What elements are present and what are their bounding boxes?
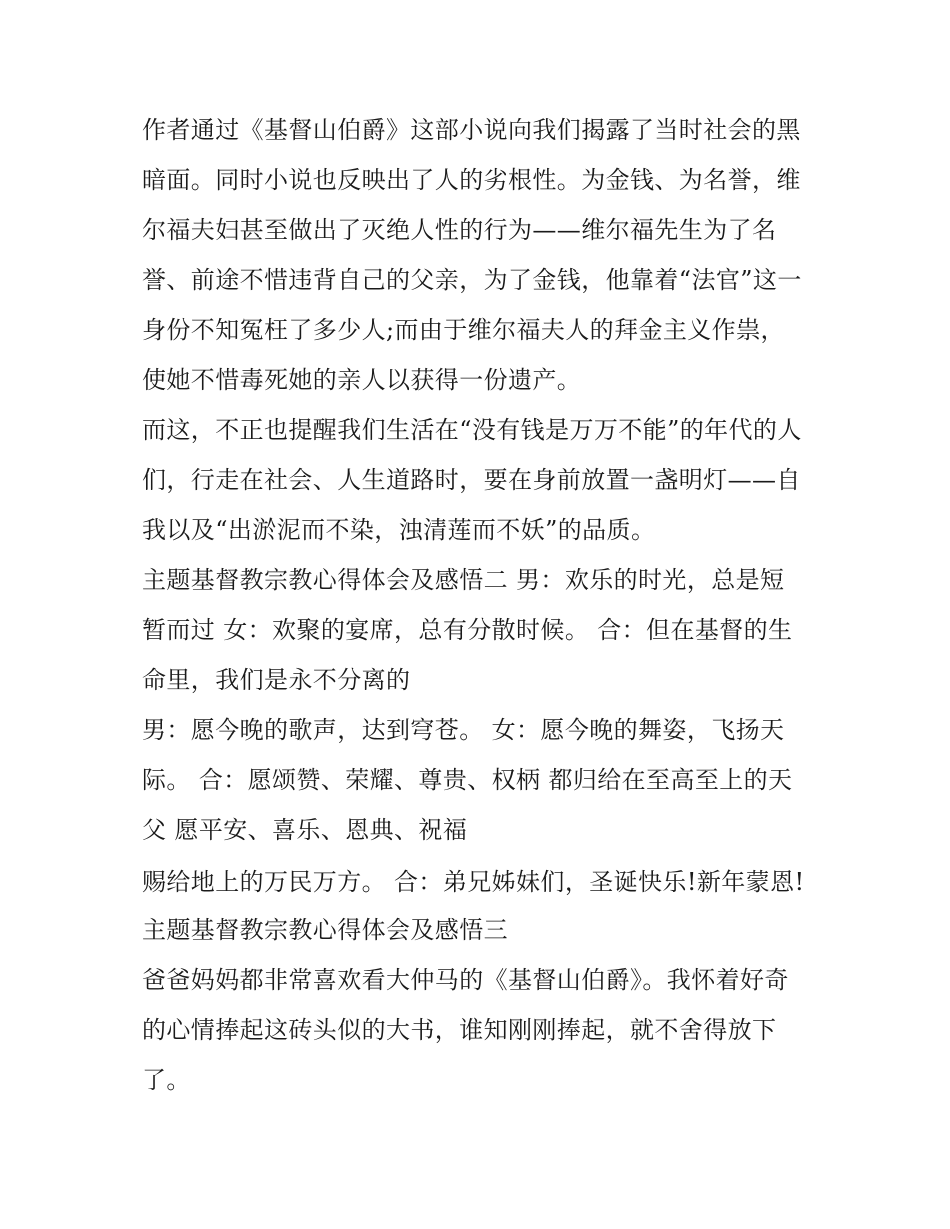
text-line: 们，行走在社会、人生道路时，要在身前放置一盏明灯——自 xyxy=(142,466,801,494)
text-line: 爸爸妈妈都非常喜欢看大仲马的《基督山伯爵》。我怀着好奇 xyxy=(142,966,789,994)
text-line: 尔福夫妇甚至做出了灭绝人性的行为——维尔福先生为了名 xyxy=(142,216,777,244)
text-line: 父 愿平安、喜乐、恩典、祝福 xyxy=(142,816,468,844)
text-line: 际。 合：愿颂赞、荣耀、尊贵、权柄 都归给在至高至上的天 xyxy=(142,766,793,794)
text-line: 了。 xyxy=(142,1066,191,1094)
text-line: 我以及“出淤泥而不染，浊清莲而不妖”的品质。 xyxy=(142,516,656,544)
text-line: 暗面。同时小说也反映出了人的劣根性。为金钱、为名誉，维 xyxy=(142,166,801,194)
section-heading: 主题基督教宗教心得体会及感悟三 xyxy=(142,916,508,944)
text-line: 誉、前途不惜违背自己的父亲，为了金钱，他靠着“法官”这一 xyxy=(142,266,802,294)
text-line: 暂而过 女：欢聚的宴席，总有分散时候。 合：但在基督的生 xyxy=(142,616,793,644)
text-line: 男：愿今晚的歌声，达到穹苍。 女：愿今晚的舞姿，飞扬天 xyxy=(142,716,785,744)
text-line: 而这，不正也提醒我们生活在“没有钱是万万不能”的年代的人 xyxy=(142,416,802,444)
text-line: 命里，我们是永不分离的 xyxy=(142,666,411,694)
text-line: 赐给地上的万民万方。 合：弟兄姊妹们，圣诞快乐!新年蒙恩! xyxy=(142,868,805,896)
text-line: 的心情捧起这砖头似的大书，谁知刚刚捧起，就不舍得放下 xyxy=(142,1016,777,1044)
text-line: 使她不惜毒死她的亲人以获得一份遗产。 xyxy=(142,366,582,394)
text-line: 主题基督教宗教心得体会及感悟二 男：欢乐的时光，总是短 xyxy=(142,566,785,594)
text-line: 作者通过《基督山伯爵》这部小说向我们揭露了当时社会的黑 xyxy=(142,116,801,144)
text-line: 身份不知冤枉了多少人;而由于维尔福夫人的拜金主义作祟， xyxy=(142,316,785,344)
